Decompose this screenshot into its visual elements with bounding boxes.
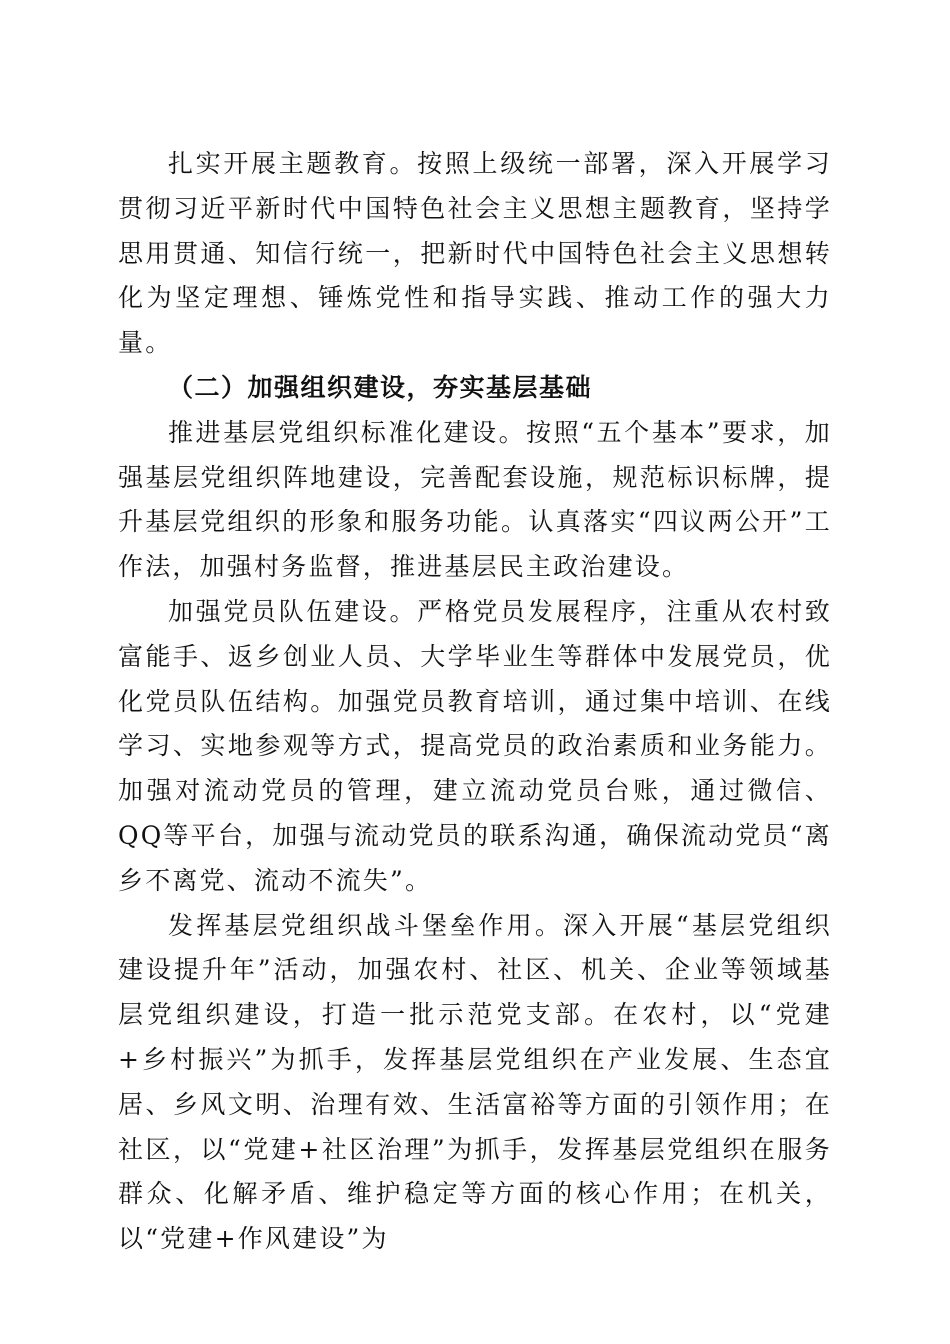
document-page xyxy=(118,142,832,1262)
paragraph-standardization: 推进基层党组织标准化建设。按照“五个基本”要求，加强基层党组织阵地建设，完善配套设施，规范标识标牌，提升基层党组织的形象和服务功能。认真落实“四议两公开”工作法，加强村务监督，推进基层民主政治建设。 xyxy=(118,417,832,582)
section-heading-organization: （二）加强组织建设，夯实基层基础 xyxy=(168,372,593,402)
paragraph-theme-education: 扎实开展主题教育。按照上级统一部署，深入开展学习贯彻习近平新时代中国特色社会主义思想主题教育，坚持学思用贯通、知信行统一，把新时代中国特色社会主义思想转化为坚定理想、锤炼党性和指导实践、推动工作的强大力量。 xyxy=(118,149,832,358)
paragraph-party-members: 加强党员队伍建设。严格党员发展程序，注重从农村致富能手、返乡创业人员、大学毕业生等群体中发展党员，优化党员队伍结构。加强党员教育培训，通过集中培训、在线学习、实地参观等方式，提高党员的政治素质和业务能力。加强对流动党员的管理，建立流动党员台账，通过微信、QQ等平台，加强与流动党员的联系沟通，确保流动党员“离乡不离党、流动不流失”。 xyxy=(118,596,832,895)
paragraph-fortress-role: 发挥基层党组织战斗堡垒作用。深入开展“基层党组织建设提升年”活动，加强农村、社区、机关、企业等领域基层党组织建设，打造一批示范党支部。在农村，以“党建+乡村振兴”为抓手，发挥基层党组织在产业发展、生态宜居、乡风文明、治理有效、生活富裕等方面的引领作用；在社区，以“党建+社区治理”为抓手，发挥基层党组织在服务群众、化解矛盾、维护稳定等方面的核心作用；在机关，以“党建+作风建设”为 xyxy=(118,910,832,1254)
